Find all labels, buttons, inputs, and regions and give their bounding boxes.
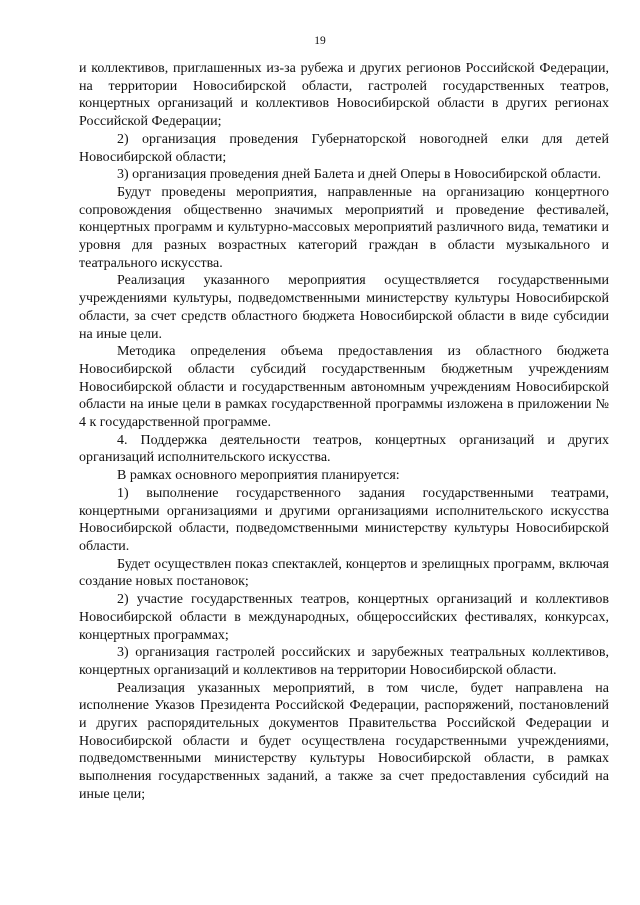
body-text <box>79 60 609 804</box>
paragraph-plan-item-2: 2) участие государственных театров, концертных организаций и коллективов Новосибирской области в международных, общероссийских фестивалях, конкурсах, концертных программах; <box>79 592 609 643</box>
paragraph-plan-intro: В рамках основного мероприятия планируется: <box>117 468 400 484</box>
paragraph-implementation: Реализация указанного мероприятия осуществляется государственными учреждениями культуры, подведомственными министерству культуры Новосибирской области, за счет средств областного бюджета Новосибирской области в виде субсидии на иные цели. <box>79 273 609 342</box>
paragraph-section-4-heading: 4. Поддержка деятельности театров, концертных организаций и других организаций исполнительского искусства. <box>79 432 609 466</box>
paragraph-performances: Будет осуществлен показ спектаклей, концертов и зрелищных программ, включая создание новых постановок; <box>79 556 609 590</box>
paragraph-item-2: 2) организация проведения Губернаторской новогодней елки для детей Новосибирской области; <box>79 131 609 165</box>
paragraph-events: Будут проведены мероприятия, направленные на организацию концертного сопровождения общественно значимых мероприятий и проведение фестивалей, концертных программ и культурно-массовых мероприятий различного вида, тематики и уровня для разных возрастных категорий граждан в области музыкального и театрального искусства. <box>79 184 609 271</box>
paragraph-plan-item-3: 3) организация гастролей российских и зарубежных театральных коллективов, концертных организаций и коллективов на территории Новосибирской области. <box>79 645 609 678</box>
paragraph-continuation: и коллективов, приглашенных из-за рубежа и других регионов Российской Федерации, на территории Новосибирской области, гастролей государственных театров, концертных организаций и коллективов Новосибирской области в других регионах Российской Федерации; <box>79 61 609 130</box>
paragraph-implementation-decrees: Реализация указанных мероприятий, в том числе, будет направлена на исполнение Указов Президента Российской Федерации, распоряжений, постановлений и других распорядительных документов Правительства Российской Федерации и Новосибирской области и будет осуществлена государственными учреждениями, подведомственными министерству культуры Новосибирской области, в рамках выполнения государственных заданий, а также за счет предоставления субсидий на иные цели; <box>79 680 609 802</box>
paragraph-methodology: Методика определения объема предоставления из областного бюджета Новосибирской области субсидий государственным бюджетным учреждениям Новосибирской области и государственным автономным учреждениям Новосибирской области на иные цели в рамках государственной программы изложена в приложении № 4 к государственной программе. <box>79 344 609 431</box>
paragraph-item-3: 3) организация проведения дней Балета и дней Оперы в Новосибирской области. <box>117 167 602 183</box>
page-number: 19 <box>314 35 326 47</box>
paragraph-plan-item-1: 1) выполнение государственного задания государственными театрами, концертными организациями и другими организациями исполнительского искусства Новосибирской области, подведомственными министерству культуры Новосибирской области. <box>79 485 609 554</box>
